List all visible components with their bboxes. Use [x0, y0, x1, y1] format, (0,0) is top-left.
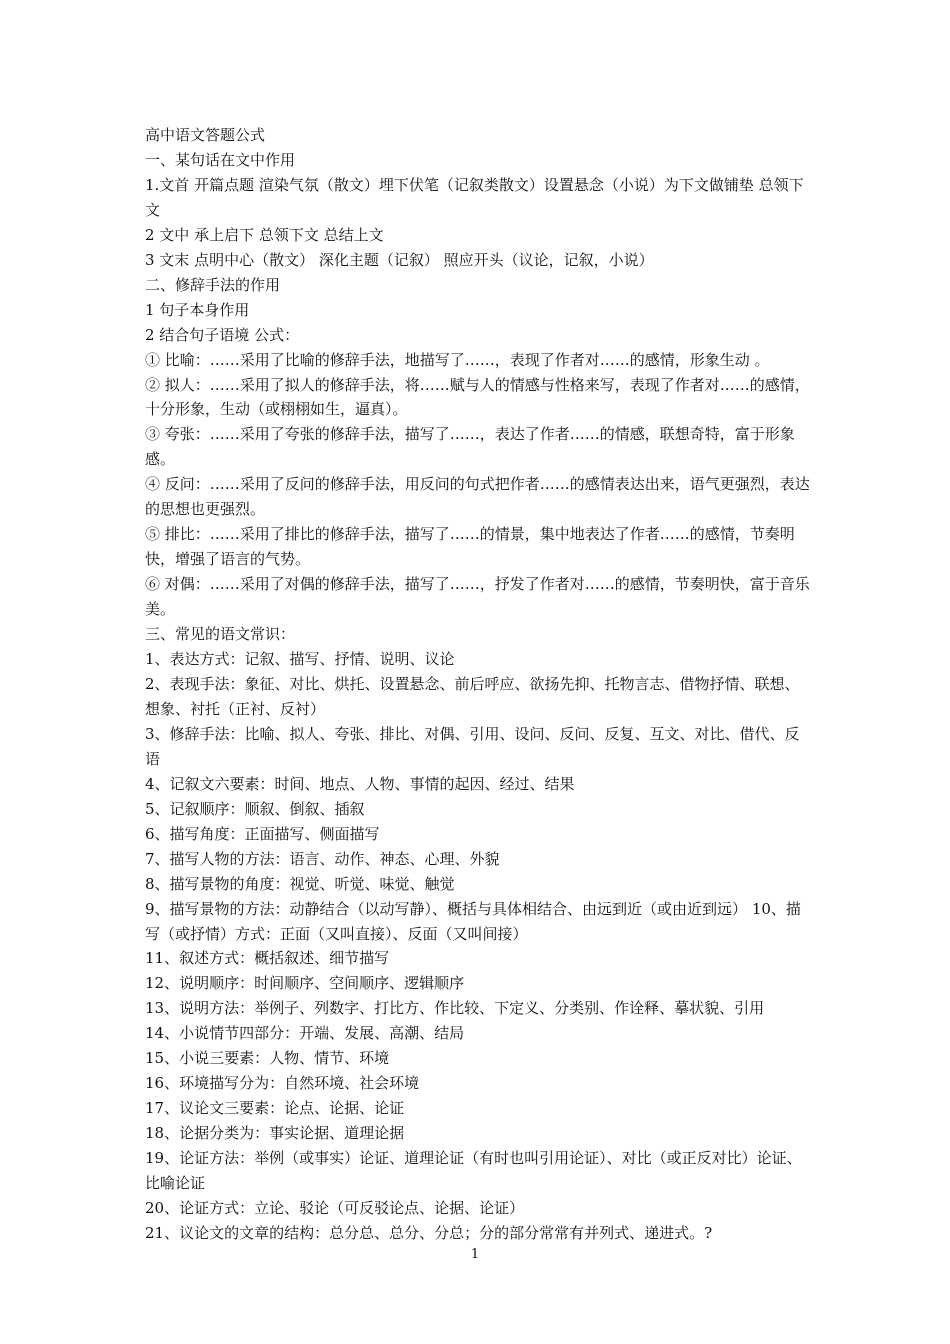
list-item: 15、小说三要素：人物、情节、环境	[145, 1049, 390, 1068]
list-item: 9、描写景物的方法：动静结合（以动写静）、概括与具体相结合、由远到近（或由近到远） 10、描写（或抒情）方式：正面（又叫直接）、反面（又叫间接）	[145, 899, 801, 943]
section-heading-1: 一、某句话在文中作用	[145, 150, 296, 169]
section-heading-3: 三、常见的语文常识：	[145, 625, 296, 644]
document-body	[145, 123, 813, 1246]
list-item: 2、表现手法：象征、对比、烘托、设置悬念、前后呼应、欲扬先抑、托物言志、借物抒情、联想、想象、衬托（正衬、反衬）	[145, 674, 800, 718]
list-item: 11、叙述方式：概括叙述、细节描写	[145, 949, 390, 968]
rhetoric-item: ① 比喻：……采用了比喻的修辞手法，地描写了……，表现了作者对……的感情，形象生动 。	[145, 350, 770, 369]
list-item: 13、说明方法：举例子、列数字、打比方、作比较、下定义、分类别、作诠释、摹状貌、引用	[145, 999, 765, 1018]
page-number: 1	[470, 1247, 480, 1262]
paragraph: 3 文末 点明中心（散文） 深化主题（记叙） 照应开头（议论，记叙，小说）	[145, 250, 654, 269]
paragraph: 2 结合句子语境 公式：	[145, 325, 300, 344]
list-item: 1、表达方式：记叙、描写、抒情、说明、议论	[145, 650, 455, 669]
paragraph: 1 句子本身作用	[145, 300, 250, 319]
list-item: 17、议论文三要素：论点、论据、论证	[145, 1099, 405, 1118]
list-item: 12、说明顺序：时间顺序、空间顺序、逻辑顺序	[145, 974, 465, 993]
list-item: 14、小说情节四部分：开端、发展、高潮、结局	[145, 1024, 465, 1043]
list-item: 7、描写人物的方法：语言、动作、神态、心理、外貌	[145, 849, 500, 868]
list-item: 3、修辞手法：比喻、拟人、夸张、排比、对偶、引用、设问、反问、反复、互文、对比、借代、反语	[145, 724, 800, 768]
rhetoric-item: ② 拟人：……采用了拟人的修辞手法，将……赋与人的情感与性格来写，表现了作者对……的感情，十分形象，生动（或栩栩如生，逼真）。	[145, 375, 810, 419]
paragraph: 1.文首 开篇点题 渲染气氛（散文）埋下伏笔（记叙类散文）设置悬念（小说）为下文做铺垫 总领下文	[145, 175, 804, 219]
list-item: 5、记叙顺序：顺叙、倒叙、插叙	[145, 799, 365, 818]
section-heading-2: 二、修辞手法的作用	[145, 275, 281, 294]
list-item: 8、描写景物的角度：视觉、听觉、味觉、触觉	[145, 874, 455, 893]
document-title: 高中语文答题公式	[145, 126, 266, 144]
rhetoric-item: ⑥ 对偶：……采用了对偶的修辞手法，描写了……，抒发了作者对……的感情，节奏明快，富于音乐美。	[145, 575, 810, 619]
list-item: 19、论证方法：举例（或事实）论证、道理论证（有时也叫引用论证）、对比（或正反对比）论证、比喻论证	[145, 1149, 802, 1193]
paragraph: 2 文中 承上启下 总领下文 总结上文	[145, 225, 384, 244]
list-item: 18、论据分类为：事实论据、道理论据	[145, 1124, 405, 1143]
rhetoric-item: ⑤ 排比：……采用了排比的修辞手法，描写了……的情景，集中地表达了作者……的感情，节奏明快，增强了语言的气势。	[145, 525, 795, 569]
rhetoric-item: ③ 夸张：……采用了夸张的修辞手法，描写了……，表达了作者……的情感，联想奇特，富于形象感。	[145, 425, 795, 469]
list-item: 16、环境描写分为：自然环境、社会环境	[145, 1074, 420, 1093]
list-item: 20、论证方式：立论、驳论（可反驳论点、论据、论证）	[145, 1198, 525, 1217]
list-item: 4、记叙文六要素：时间、地点、人物、事情的起因、经过、结果	[145, 774, 575, 793]
rhetoric-item: ④ 反问：……采用了反问的修辞手法，用反问的句式把作者……的感情表达出来，语气更强烈，表达的思想也更强烈。	[145, 475, 810, 519]
list-item: 21、议论文的文章的结构：总分总、总分、分总；分的部分常常有并列式、递进式。?	[145, 1223, 713, 1242]
list-item: 6、描写角度：正面描写、侧面描写	[145, 824, 380, 843]
